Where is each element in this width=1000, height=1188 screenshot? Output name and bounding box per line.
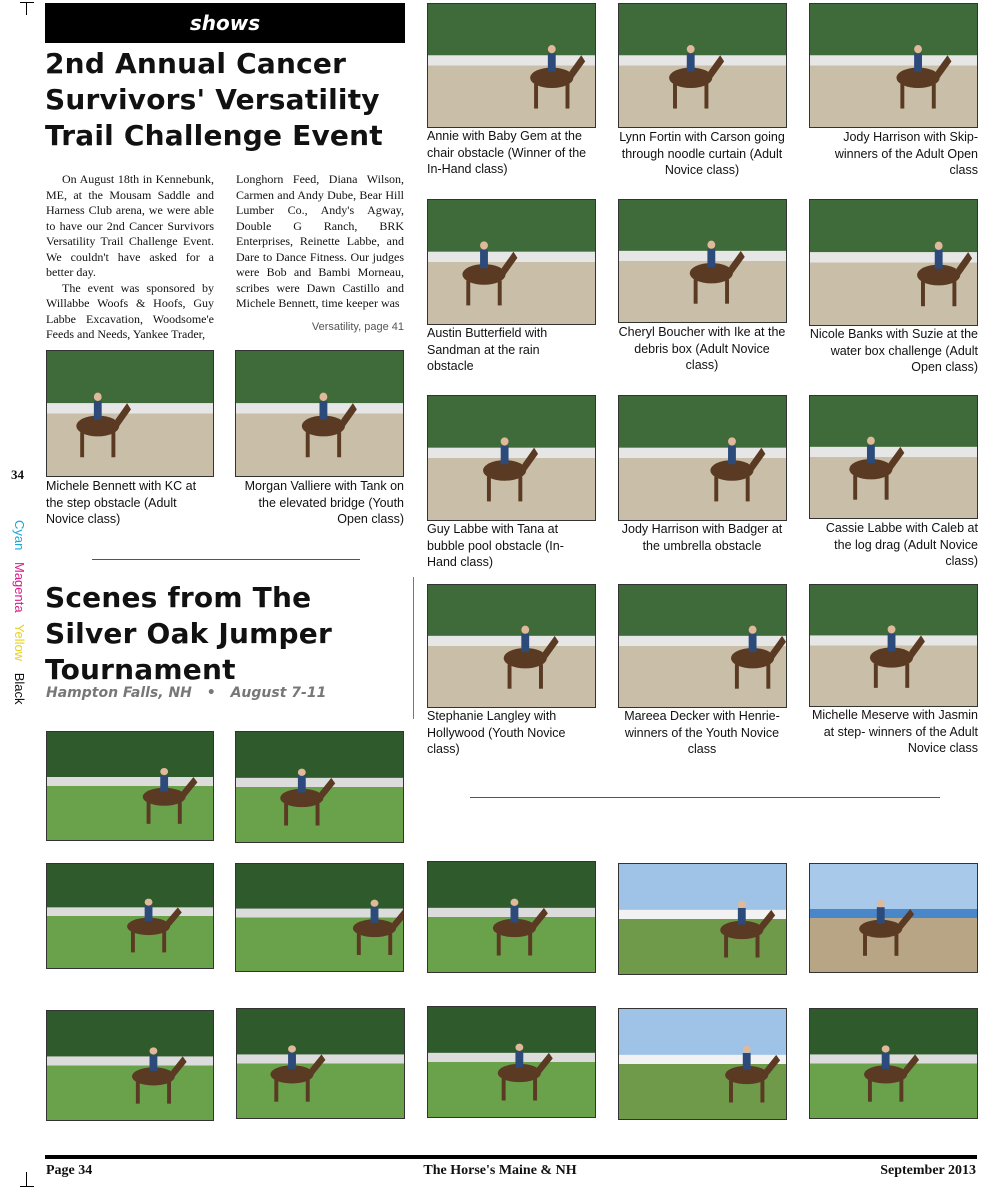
photo-caption: Cassie Labbe with Caleb at the log drag (Adult Novice class) — [825, 521, 978, 568]
color-mark: Magenta — [12, 561, 27, 613]
photo-caption: Austin Butterfield with Sandman at the rain obstacle — [427, 326, 548, 373]
event-photo — [236, 1008, 405, 1119]
footer-date: September 2013 — [880, 1163, 976, 1178]
vertical-rule — [413, 577, 414, 719]
title-line: Scenes from The — [45, 581, 312, 614]
photo-caption: Lynn Fortin with Carson going through noodle curtain (Adult Novice class) — [619, 130, 785, 177]
article-column-1 — [46, 172, 214, 343]
event-photo — [618, 1008, 787, 1120]
photo-caption: Guy Labbe with Tana at bubble pool obstacle (In-Hand class) — [427, 522, 564, 569]
event-photo — [427, 395, 596, 521]
photo-caption: Stephanie Langley with Hollywood (Youth Novice class) — [427, 709, 566, 756]
paragraph: Longhorn Feed, Diana Wilson, Carmen and Andy Dube, Bear Hill Lumber Co., Andy's Agway, Double G Ranch, BRK Enterprises, Reinette Labbe, and Dare to Dance Fitness. Our judges were Bob and Bambi Morneau, scribes were Dawn Castillo and Michele Bennett, time keeper was — [236, 172, 404, 310]
section-label: shows — [45, 3, 405, 43]
event-photo — [618, 395, 787, 521]
event-photo — [618, 863, 787, 975]
event-dates: August 7-11 — [230, 685, 327, 701]
footer-page: Page 34 — [46, 1163, 93, 1178]
title-line: Trail Challenge Event — [45, 119, 383, 152]
event-photo — [46, 1010, 214, 1121]
photo-caption: Jody Harrison with Skip- winners of the Adult Open class — [834, 130, 978, 177]
event-photo — [427, 861, 596, 973]
event-photo — [427, 199, 596, 325]
photo-caption: Mareea Decker with Henrie- winners of the Youth Novice class — [624, 709, 780, 756]
color-mark: Black — [12, 672, 27, 705]
event-photo — [618, 584, 787, 708]
photo-caption: Michele Bennett with KC at the step obstacle (Adult Novice class) — [46, 479, 197, 526]
event-photo — [46, 863, 214, 969]
event-photo — [46, 350, 214, 477]
color-mark: Cyan — [12, 520, 27, 551]
photo-caption: Michelle Meserve with Jasmin at step- winners of the Adult Novice class — [811, 708, 978, 755]
photo-caption: Morgan Valliere with Tank on the elevated bridge (Youth Open class) — [244, 479, 404, 526]
article-title — [45, 46, 405, 154]
event-photo — [809, 584, 978, 707]
event-photo — [618, 3, 787, 128]
paragraph: The event was sponsored by Willabbe Woofs & Hoofs, Guy Labbe Excavation, Woodsome'e Feeds and Needs, Yankee Trader, — [46, 280, 214, 341]
bullet-separator: • — [206, 685, 216, 701]
photo-caption: Cheryl Boucher with Ike at the debris box (Adult Novice class) — [618, 325, 786, 372]
event-photo — [427, 1006, 596, 1118]
event-photo — [809, 1008, 978, 1119]
event-photo — [235, 863, 404, 972]
footer-rule — [45, 1155, 977, 1159]
photo-caption: Nicole Banks with Suzie at the water box challenge (Adult Open class) — [809, 327, 978, 374]
continued-link[interactable]: Versatility, page 41 — [311, 321, 404, 333]
title-line: Silver Oak Jumper — [45, 617, 332, 650]
color-registration-strip — [12, 520, 27, 705]
article-title — [45, 580, 405, 688]
registration-mark-top — [20, 2, 34, 15]
photo-caption: Annie with Baby Gem at the chair obstacle (Winner of the In-Hand class) — [427, 129, 587, 176]
event-photo — [809, 199, 978, 326]
title-line: 2nd Annual Cancer — [45, 47, 347, 80]
photo-caption: Jody Harrison with Badger at the umbrella obstacle — [621, 522, 783, 553]
event-photo — [235, 350, 404, 477]
event-photo — [809, 3, 978, 128]
event-photo — [46, 731, 214, 841]
color-mark: Yellow — [12, 623, 27, 662]
event-photo — [427, 3, 596, 128]
event-subtitle — [46, 685, 406, 701]
divider-rule — [92, 559, 360, 560]
title-line: Tournament — [45, 653, 236, 686]
margin-page-number: 34 — [11, 467, 24, 482]
divider-rule — [470, 797, 940, 798]
article-column-2 — [236, 172, 404, 312]
event-photo — [235, 731, 404, 843]
event-location: Hampton Falls, NH — [46, 685, 192, 701]
event-photo — [618, 199, 787, 323]
title-line: Survivors' Versatility — [45, 83, 380, 116]
paragraph: On August 18th in Kennebunk, ME, at the Mousam Saddle and Harness Club arena, we were able to have our 2nd Cancer Survivors Versatility Trail Challenge Event. We couldn't have asked for a better day. — [46, 172, 214, 279]
footer-publication: The Horse's Maine & NH — [423, 1163, 577, 1178]
event-photo — [809, 863, 978, 973]
event-photo — [427, 584, 596, 708]
event-photo — [809, 395, 978, 519]
